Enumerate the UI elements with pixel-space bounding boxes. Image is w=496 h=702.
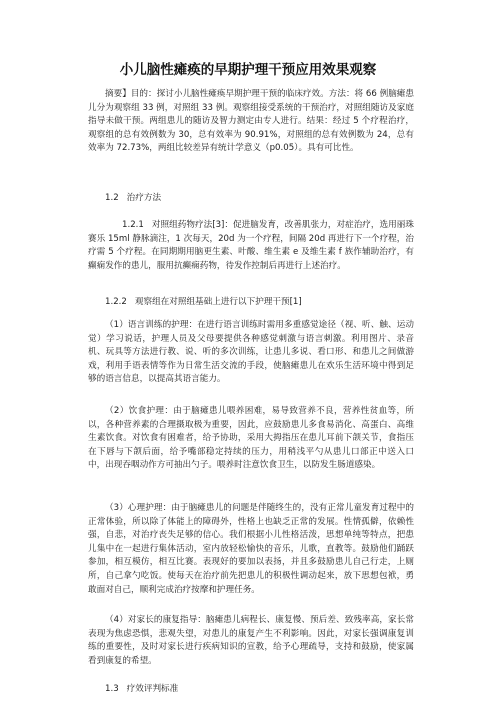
- abstract: [88, 88, 414, 156]
- section-paragraph: [88, 219, 414, 273]
- section-heading: [88, 683, 414, 697]
- section-title: 观察组在对照组基础上进行以下护理干预[1]: [134, 297, 302, 307]
- section-number: 1.2.1: [122, 220, 144, 230]
- section-1-2: [88, 192, 414, 206]
- abstract-text: 摘要】目的：探讨小儿脑性瘫痪早期护理干预的临床疗效。方法：将 66 例脑瘫患儿分为观察组 33 例，对照组 33 例。观察组接受系统的干预治疗，对照组随访及家庭指导未做干预。两组患儿的随访及智力测定由专人进行。结果：经过 5 个疗程治疗，观察组的总有效例数为 30，总有效率为 90.91%，对照组的总有效例数为 24，总有效率为 72.73%，两组比较差异有统计学意义（p0.05）。具有可比性。: [88, 89, 414, 154]
- section-1-3: [88, 683, 414, 697]
- paragraph-text: （2）饮食护理：由于脑瘫患儿喂养困难，易导致营养不良，营养性贫血等，所以，各种营养素的合理摄取极为重要，因此，应鼓励患儿多食易消化、高蛋白、高维生素饮食。对饮食有困难者，给予协助，采用大拇指压在患儿耳前下颌关节，食指压在下唇与下颌后面，给予嘴部稳定持续的压力，用稍浅平勺从患儿口部正中送入口中，出现吞咽动作方可抽出勺子。喂养时注意饮食卫生，以防发生肠道感染。: [88, 406, 414, 471]
- paragraph-diet: [88, 405, 414, 473]
- paragraph-text: （1）语言训练的护理：在进行语言训练时需用多重感觉途径（视、听、触、运动觉）学习说话，护理人员及父母要提供各种感觉刺激与语言刺激。利用图片、录音机、玩具等方法进行教、说、听的多次训练，让患儿多说、看口形、和患儿之间做游戏，利用手语表情等作为日常生活交流的手段，使脑瘫患儿在欢乐生活环境中得到足够的语言信息，以提高其语言能力。: [88, 320, 414, 385]
- section-heading: [88, 192, 414, 206]
- paragraph-psychology: [88, 502, 414, 597]
- paragraph-family: [88, 614, 414, 668]
- section-text: 促进脑发育，改善肌张力，对症治疗，选用丽珠赛乐 15ml 静脉滴注，1 次每天，20d 为一个疗程，间隔 20d 再进行下一个疗程，治疗需 5 个疗程。在同期期用脑更生素、叶酸、维生素 e 及维生素 f 族作辅助治疗，有癫痫发作的患儿，服用抗癫痫药物，待发作控制后再进行上述治疗。: [88, 220, 414, 271]
- paragraph-text: （4）对家长的康复指导：脑瘫患儿病程长、康复慢、预后差、致残率高，家长常表现为焦虑恐惧，悲观失望，对患儿的康复产生不利影响。因此，对家长强调康复训练的重要性，及时对家长进行疾病知识的宣教，给予心理疏导，支持和鼓励，使家属看到康复的希望。: [88, 615, 414, 666]
- section-number: 1.3: [105, 684, 119, 694]
- paragraph-language: [88, 319, 414, 387]
- section-1-2-1: [88, 219, 414, 273]
- section-1-2-2: [88, 296, 414, 310]
- section-title: 治疗方法: [126, 193, 162, 203]
- section-title: 对照组药物疗法[3]：: [151, 220, 234, 230]
- section-number: 1.2.2: [105, 297, 127, 307]
- section-title: 疗效评判标准: [126, 684, 179, 694]
- paragraph-text: （3）心理护理：由于脑瘫患儿的问题是伴随终生的，没有正常儿童发育过程中的正常体验，所以除了体能上的障碍外，性格上也缺乏正常的发展。性情孤僻，依赖性强，自悲，对治疗丧失足够的信心。我们根据小儿性格活泼，思想单纯等特点，把患儿集中在一起进行集体活动，室内放轻松愉快的音乐，儿歌，直教等。鼓励他们踊跃参加，相互模仿，相互比赛。表现好的要加以表扬，并且多鼓励患儿自己行走，上厕所，自己拿勺吃饭。使每天在治疗前先把患儿的积极性调动起来，放下思想包袱，勇敢面对自己，顺利完成治疗按摩和护理任务。: [88, 503, 414, 595]
- document-title: 小儿脑性瘫痪的早期护理干预应用效果观察: [119, 62, 377, 78]
- section-number: 1.2: [105, 193, 119, 203]
- section-heading: [88, 296, 414, 310]
